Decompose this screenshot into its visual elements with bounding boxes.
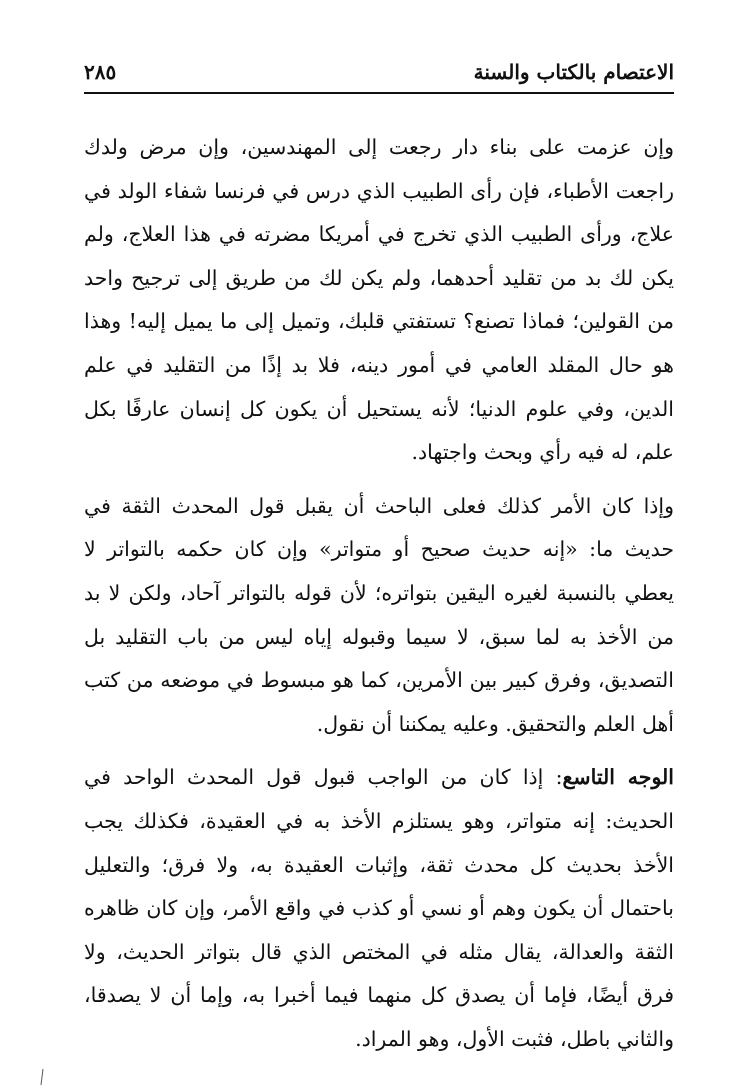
- paragraph-3-text: : إذا كان من الواجب قبول قول المحدث الواحد في الحديث: إنه متواتر، وهو يستلزم الأخذ به في العقيدة، فكذلك يجب الأخذ بحديث كل محدث ثقة، وإثبات العقيدة به، ولا فرق؛ والتعليل باحتمال أن يكون وهم أو نسي أو كذب في واقع الأمر، وإن كان ظاهره الثقة والعدالة، يقال مثله في المختص الذي قال بتواتر الحديث، ولا فرق أيضًا، فإما أن يصدق كل منهما فيما أخبرا به، وإما أن لا يصدقا، والثاني باطل، فثبت الأول، وهو المراد.: [84, 765, 674, 1051]
- section-heading-ninth-aspect: الوجه التاسع: [562, 765, 674, 790]
- page-header: [84, 58, 674, 94]
- paragraph-2: [84, 485, 674, 747]
- paragraph-1-text: وإن عزمت على بناء دار رجعت إلى المهندسين، وإن مرض ولدك راجعت الأطباء، فإن رأى الطبيب الذي درس في فرنسا شفاء الولد في علاج، ورأى الطبيب الذي تخرج في أمريكا مضرته في هذا العلاج، ولم يكن لك بد من تقليد أحدهما، ولم يكن لك من طريق إلى ترجيح واحد من القولين؛ فماذا تصنع؟ تستفتي قلبك، وتميل إلى ما يميل إليه! وهذا هو حال المقلد العامي في أمور دينه، فلا بد إذًا من التقليد في علم الدين، وفي علوم الدنيا؛ لأنه يستحيل أن يكون كل إنسان عارفًا بكل علم، له فيه رأي وبحث واجتهاد.: [84, 135, 674, 465]
- running-title: الاعتصام بالكتاب والسنة: [473, 60, 674, 84]
- paragraph-2-text: وإذا كان الأمر كذلك فعلى الباحث أن يقبل قول المحدث الثقة في حديث ما: «إنه حديث صحيح أو متواتر» وإن كان حكمه بالتواتر لا يعطي بالنسبة لغيره اليقين بتواتره؛ لأن قوله بالتواتر آحاد، ولكن لا بد من الأخذ به لما سبق، لا سيما وقبوله إياه ليس من باب التقليد بل التصديق، وفرق كبير بين الأمرين، كما هو مبسوط في موضعه من كتب أهل العلم والتحقيق. وعليه يمكننا أن نقول.: [84, 493, 674, 736]
- paragraph-1: [84, 126, 674, 475]
- scan-mark: [40, 1068, 44, 1086]
- paragraph-3: [84, 756, 674, 1061]
- page-body: [84, 126, 674, 1061]
- page-number: ٢٨٥: [84, 60, 117, 84]
